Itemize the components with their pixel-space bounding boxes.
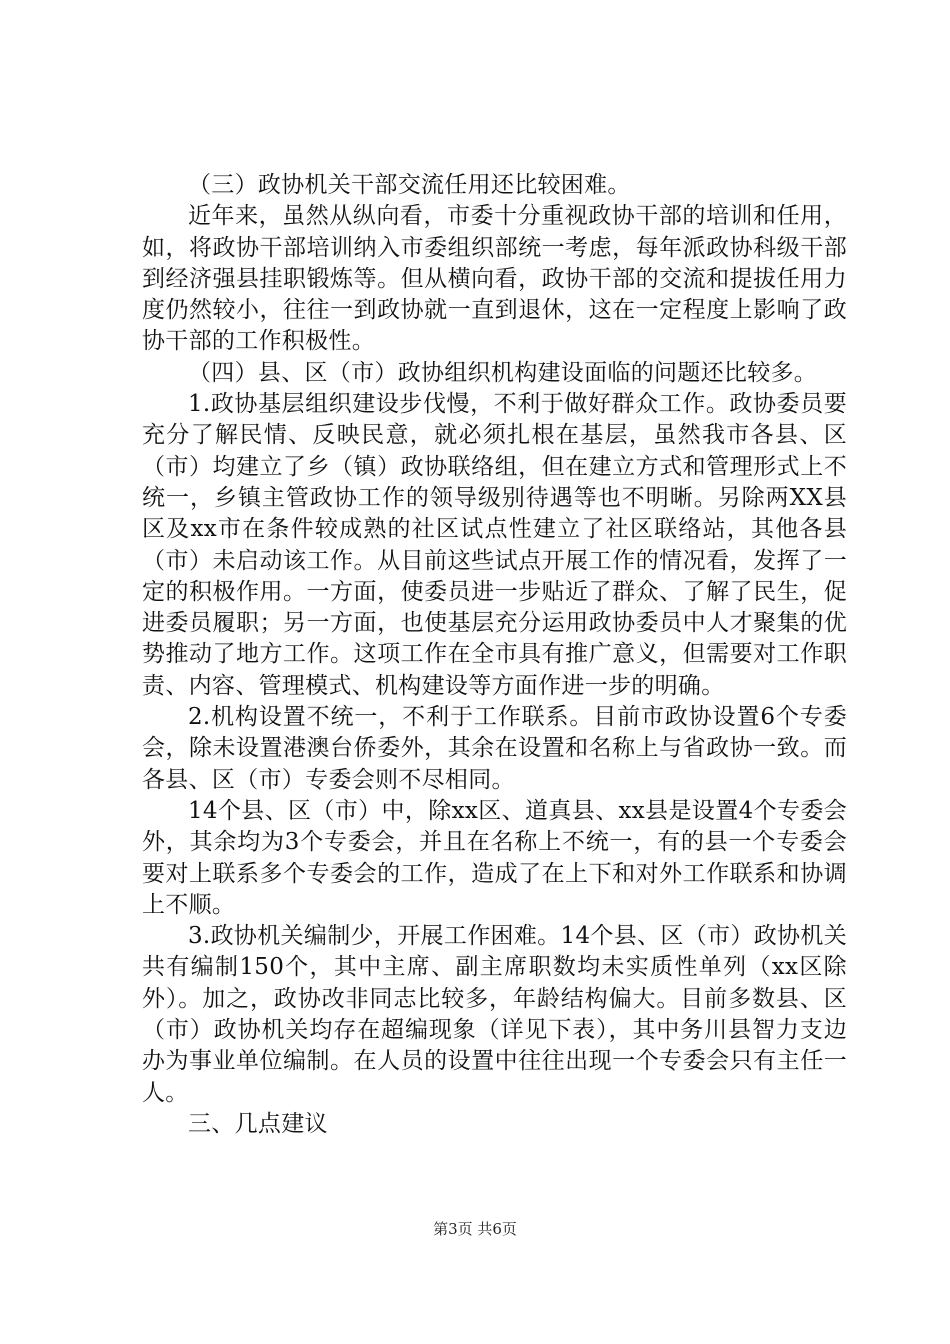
body-paragraph: 2.机构设置不统一，不利于工作联系。目前市政协设置6个专委会，除未设置港澳台侨委外，其余在设置和名称上与省政协一致。而各县、区（市）专委会则不尽相同。 bbox=[142, 704, 847, 793]
section-heading-three: （三）政协机关干部交流任用还比较困难。 bbox=[188, 172, 631, 198]
page-footer: 第3页 共6页 bbox=[433, 1220, 517, 1238]
section-heading-four: （四）县、区（市）政协组织机构建设面临的问题还比较多。 bbox=[188, 359, 818, 386]
body-paragraph: 近年来，虽然从纵向看，市委十分重视政协干部的培训和任用，如，将政协干部培训纳入市委组织部统一考虑，每年派政协科级干部到经济强县挂职锻炼等。但从横向看，政协干部的交流和提拔任用力度仍然较小，往往一到政协就一直到退休，这在一定程度上影响了政协干部的工作积极性。 bbox=[142, 203, 847, 355]
body-paragraph: 3.政协机关编制少，开展工作困难。14个县、区（市）政协机关共有编制150个，其中主席、副主席职数均未实质性单列（xx区除外）。加之，政协改非同志比较多，年龄结构偏大。目前多数县、区（市）政协机关均存在超编现象（详见下表），其中务川县智力支边办为事业单位编制。在人员的设置中往往出现一个专委会只有主任一人。 bbox=[142, 923, 847, 1106]
document-body bbox=[142, 170, 847, 1140]
body-paragraph: 1.政协基层组织建设步伐慢，不利于做好群众工作。政协委员要充分了解民情、反映民意，就必须扎根在基层，虽然我市各县、区（市）均建立了乡（镇）政协联络组，但在建立方式和管理形式上不统一，乡镇主管政协工作的领导级别待遇等也不明晰。另除两XX县区及xx市在条件较成熟的社区试点性建立了社区联络站，其他各县（市）未启动该工作。从目前这些试点开展工作的情况看，发挥了一定的积极作用。一方面，使委员进一步贴近了群众、了解了民生，促进委员履职；另一方面，也使基层充分运用政协委员中人才聚集的优势推动了地方工作。这项工作在全市具有推广意义，但需要对工作职责、内容、管理模式、机构建设等方面作进一步的明确。 bbox=[142, 391, 847, 699]
section-heading-suggestions: 三、几点建议 bbox=[188, 1110, 328, 1137]
body-paragraph: 14个县、区（市）中，除xx区、道真县、xx县是设置4个专委会外，其余均为3个专委会，并且在名称上不统一，有的县一个专委会要对上联系多个专委会的工作，造成了在上下和对外工作联系和协调上不顺。 bbox=[142, 797, 847, 918]
